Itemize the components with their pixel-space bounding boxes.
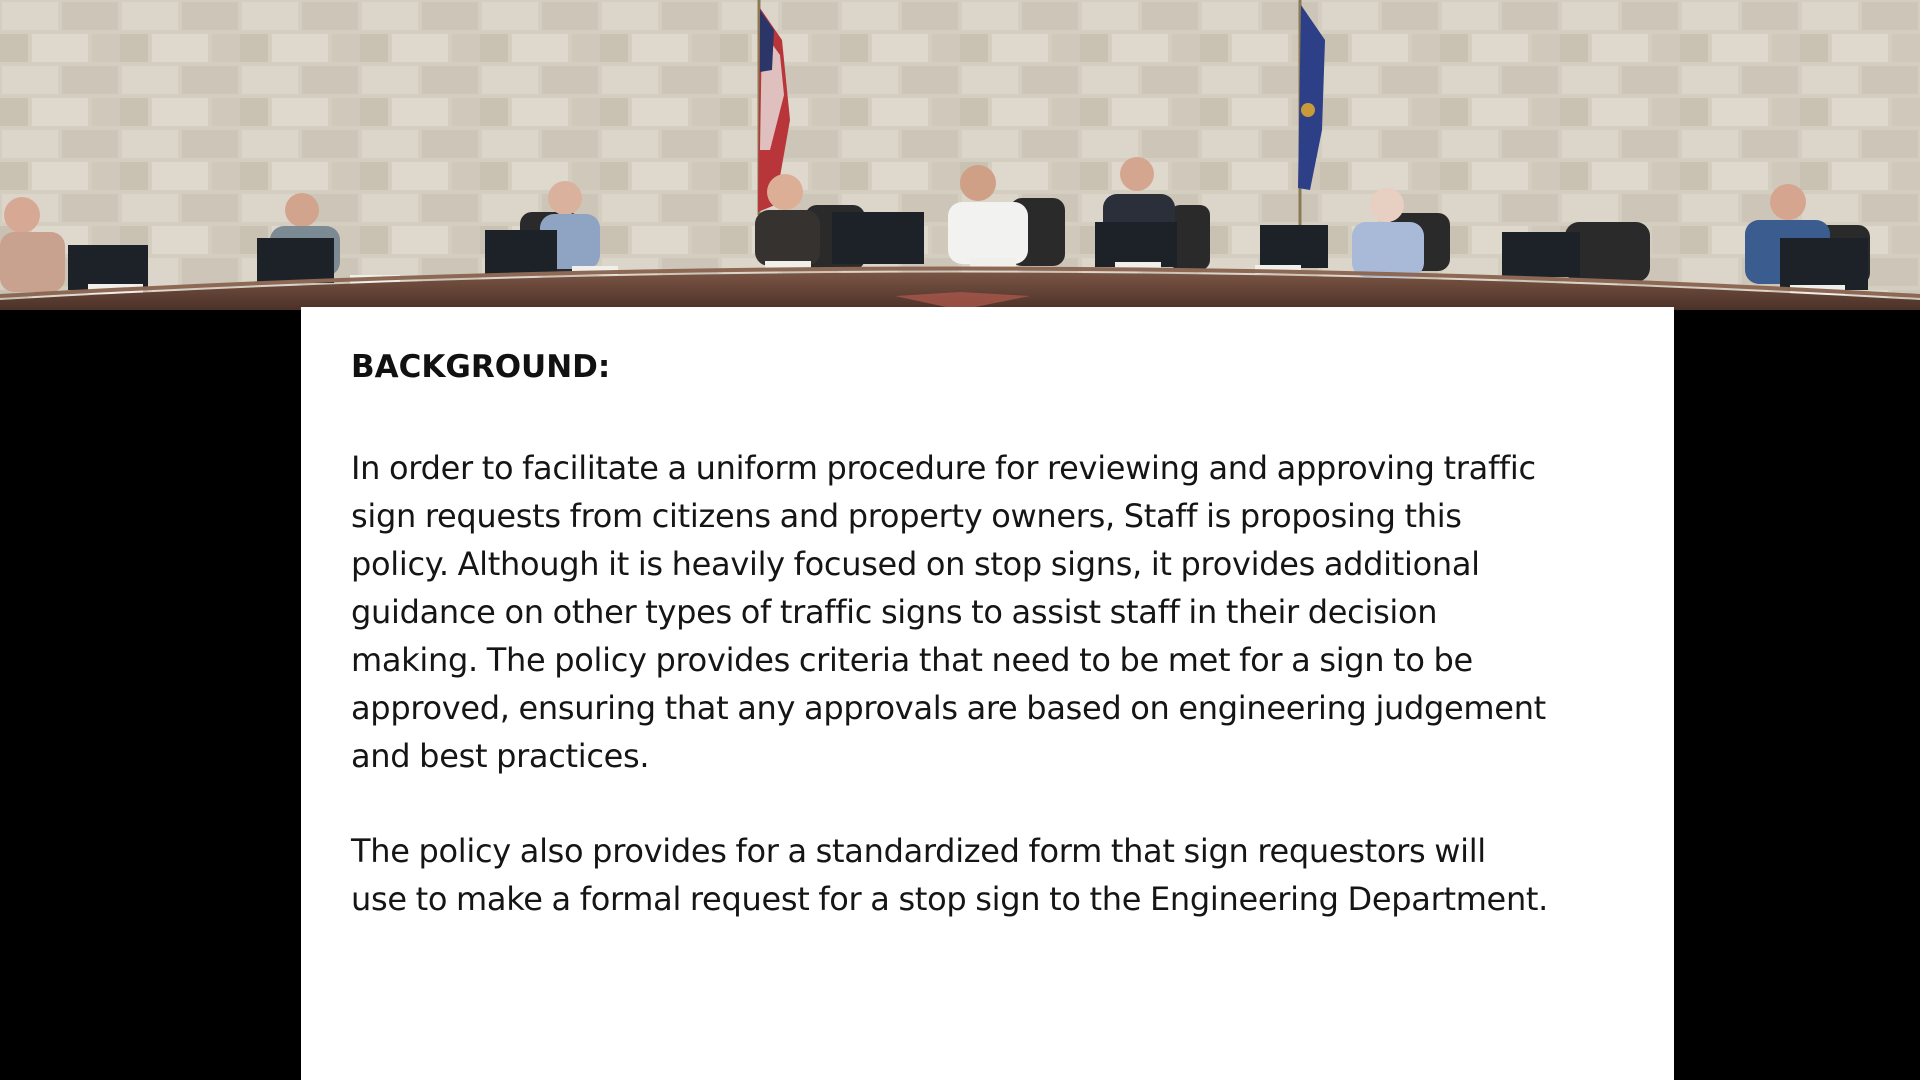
text-line: use to make a formal request for a stop sign to the Engineering Department. (351, 880, 1549, 918)
text-line: and best practices. (351, 737, 650, 775)
background-paragraph (351, 444, 1631, 780)
text-line: making. The policy provides criteria that need to be met for a sign to be (351, 641, 1473, 679)
slide-heading: BACKGROUND: (351, 349, 611, 385)
text-line: approved, ensuring that any approvals are based on engineering judgement (351, 689, 1546, 727)
form-paragraph (351, 827, 1631, 923)
text-line: guidance on other types of traffic signs to assist staff in their decision (351, 593, 1438, 631)
text-line: sign requests from citizens and property owners, Staff is proposing this (351, 497, 1462, 535)
presentation-slide (301, 307, 1674, 1080)
text-line: The policy also provides for a standardized form that sign requestors will (351, 832, 1486, 870)
meeting-room-scene (0, 0, 1920, 310)
camera-feed (0, 0, 1920, 310)
text-line: In order to facilitate a uniform procedure for reviewing and approving traffic (351, 449, 1536, 487)
text-line: policy. Although it is heavily focused on stop signs, it provides additional (351, 545, 1480, 583)
